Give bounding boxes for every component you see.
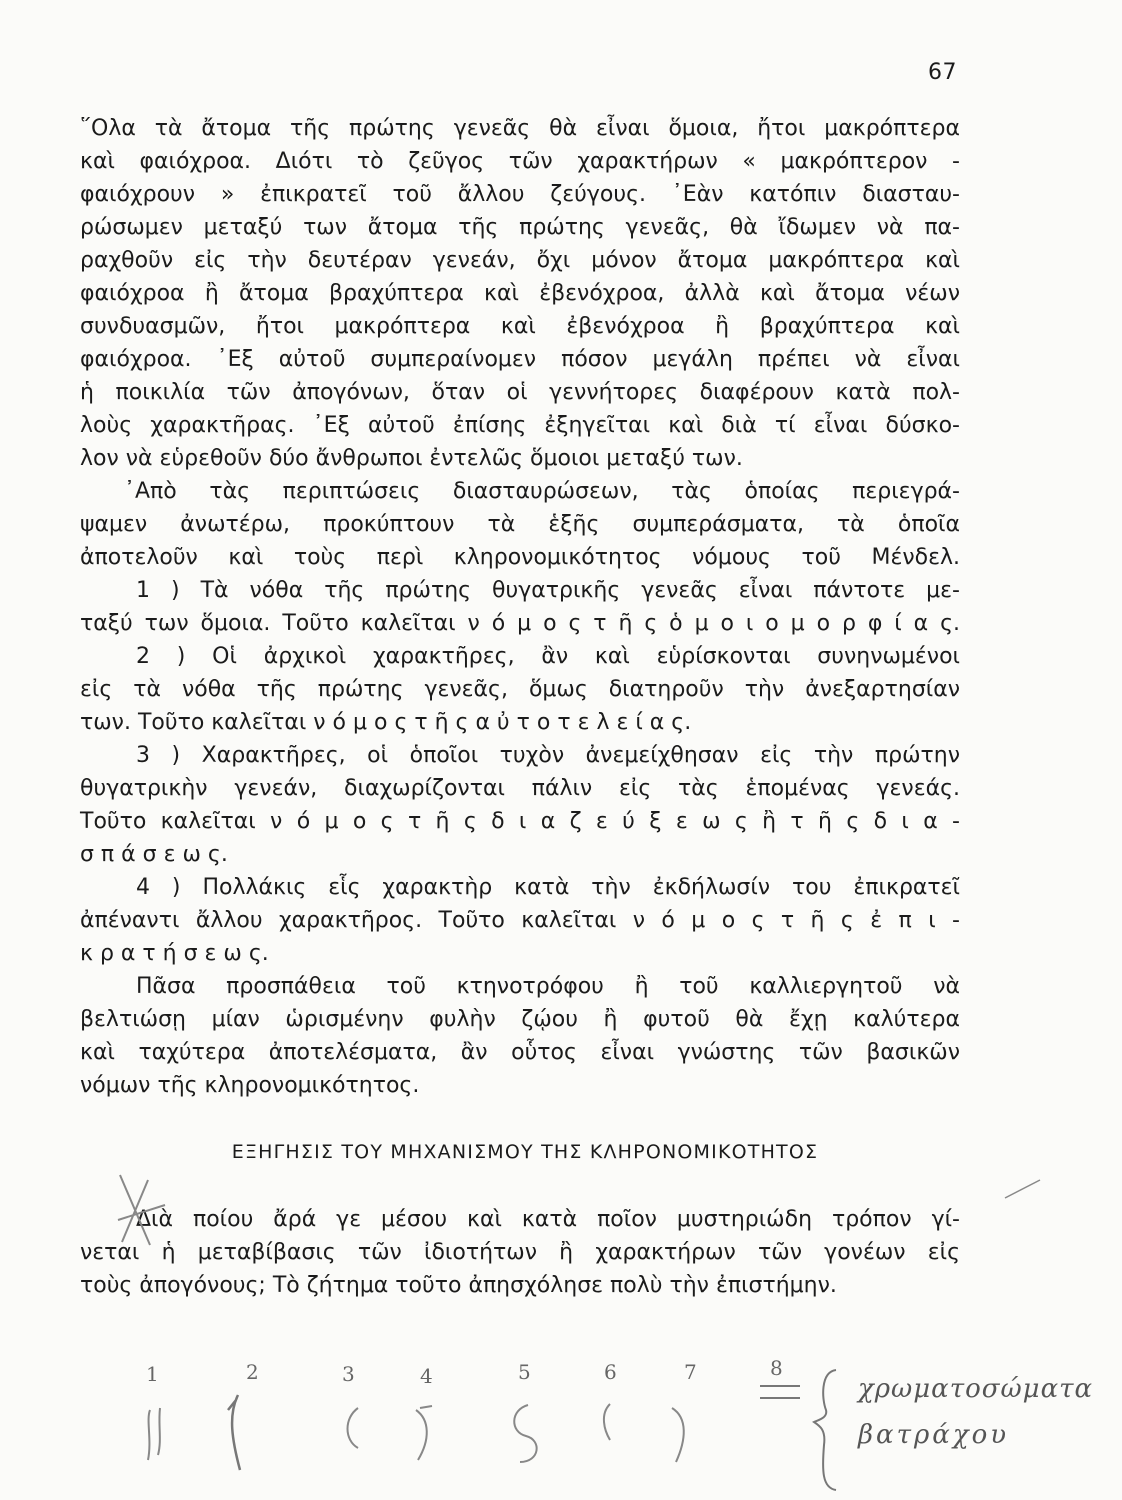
chromosome-sketch-7	[672, 1408, 684, 1462]
spacer	[80, 1169, 960, 1203]
text-line: ἡ ποικιλία τῶν ἀπογόνων, ὅταν οἱ γεννήτορες διαφέρουν κατὰ πολ-	[80, 380, 960, 405]
chromosome-sketch-5	[514, 1405, 536, 1462]
text-line: λοὺς χαρακτῆρας. ᾿Εξ αὐτοῦ ἐπίσης ἐξηγεῖται καὶ διὰ τί εἶναι δύσκο-	[80, 413, 960, 438]
dash-mark	[1005, 1180, 1040, 1198]
text-line: 4 ) Πολλάκις εἷς χαρακτὴρ κατὰ τὴν ἐκδήλωσίν του ἐπικρατεῖ	[136, 875, 960, 900]
text-line: ραχθοῦν εἰς τὴν δευτέραν γενεάν, ὄχι μόνον ἄτομα μακρόπτερα καὶ	[80, 248, 960, 273]
text-line: νόμων τῆς κληρονομικότητος.	[80, 1073, 420, 1098]
text-line: 3 ) Χαρακτῆρες, οἱ ὁποῖοι τυχὸν ἀνεμείχθησαν εἰς τὴν πρώτην	[136, 743, 960, 768]
law-2	[80, 640, 960, 739]
chromosome-sketch-6	[604, 1404, 610, 1440]
equals-mark	[760, 1386, 800, 1398]
handwritten-digit: 1	[146, 1362, 159, 1386]
handwritten-digit: 6	[604, 1360, 617, 1384]
chromosome-sketch-3	[348, 1408, 359, 1448]
law-4	[80, 871, 960, 970]
paragraph-1	[80, 112, 960, 475]
page-number: 67	[928, 60, 957, 85]
handwritten-digit: 4	[420, 1364, 433, 1388]
text-line: 1 ) Τὰ νόθα τῆς πρώτης θυγατρικῆς γενεᾶς εἶναι πάντοτε με-	[136, 578, 960, 603]
chromosome-sketch-4	[416, 1406, 432, 1460]
text-line: εἰς τὰ νόθα τῆς πρώτης γενεᾶς, ὅμως διατηροῦν τὴν ἀνεξαρτησίαν	[80, 677, 960, 702]
law-3	[80, 739, 960, 871]
handwritten-digit: 2	[246, 1360, 259, 1384]
text-line: ᾿Απὸ τὰς περιπτώσεις διασταυρώσεων, τὰς ὁποίας περιεγρά-	[124, 479, 960, 504]
text-line: Διὰ ποίου ἄρά γε μέσου καὶ κατὰ ποῖον μυστηριώδη τρόπον γί-	[136, 1207, 960, 1232]
law-1	[80, 574, 960, 640]
handwritten-digit: 3	[342, 1362, 355, 1386]
handwritten-label-frog: βατράχου	[858, 1420, 1010, 1450]
handwritten-label-chromosomes: χρωματοσώματα	[858, 1374, 1094, 1404]
text-line: των. Τοῦτο καλεῖται ν ό μ ο ς τ ῆ ς α ὐ τ ο τ ε λ ε ί α ς.	[80, 710, 692, 735]
body-text	[80, 112, 960, 1302]
text-line: ἀπέναντι ἄλλου χαρακτῆρος. Τοῦτο καλεῖται ν ό μ ο ς τ ῆ ς ἐ π ι -	[80, 908, 960, 933]
text-line: φαιόχροα. ᾿Εξ αὐτοῦ συμπεραίνομεν πόσον μεγάλη πρέπει νὰ εἶναι	[80, 347, 960, 372]
text-line: συνδυασμῶν, ἤτοι μακρόπτερα καὶ ἐβενόχροα ἢ βραχύπτερα καὶ	[80, 314, 960, 339]
text-line: ἀποτελοῦν καὶ τοὺς περὶ κληρονομικότητος νόμους τοῦ Μένδελ.	[80, 545, 960, 570]
text-line: φαιόχροα ἢ ἄτομα βραχύπτερα καὶ ἐβενόχροα, ἀλλὰ καὶ ἄτομα νέων	[80, 281, 960, 306]
text-line: βελτιώσῃ μίαν ὡρισμένην φυλὴν ζῴου ἢ φυτοῦ θὰ ἔχῃ καλύτερα	[80, 1007, 960, 1032]
text-line: 2 ) Οἱ ἀρχικοὶ χαρακτῆρες, ἂν καὶ εὑρίσκονται συνηνωμένοι	[136, 644, 960, 669]
text-line: σ π ά σ ε ω ς.	[80, 842, 228, 867]
text-line: ψαμεν ἀνωτέρω, προκύπτουν τὰ ἑξῆς συμπεράσματα, τὰ ὁποῖα	[80, 512, 960, 537]
text-line: καὶ ταχύτερα ἀποτελέσματα, ἂν οὗτος εἶναι γνώστης τῶν βασικῶν	[80, 1040, 960, 1065]
spacer	[80, 1102, 960, 1136]
text-line: Πᾶσα προσπάθεια τοῦ κτηνοτρόφου ἢ τοῦ καλλιεργητοῦ νὰ	[136, 974, 960, 999]
handwritten-digit: 7	[684, 1360, 697, 1384]
text-line: ῞Ολα τὰ ἄτομα τῆς πρώτης γενεᾶς θὰ εἶναι ὅμοια, ἤτοι μακρόπτερα	[80, 116, 960, 141]
text-line: θυγατρικὴν γενεάν, διαχωρίζονται πάλιν εἰς τὰς ἑπομένας γενεάς.	[80, 776, 960, 801]
paragraph-3	[80, 970, 960, 1102]
chromosome-sketch-1	[148, 1408, 160, 1460]
handwritten-digit: 8	[770, 1356, 783, 1380]
text-line: ρώσωμεν μεταξύ των ἄτομα τῆς πρώτης γενεᾶς, θὰ ἴδωμεν νὰ πα-	[80, 215, 960, 240]
handwritten-digit: 5	[518, 1360, 531, 1384]
text-line: ταξύ των ὅμοια. Τοῦτο καλεῖται ν ό μ ο ς τ ῆ ς ὁ μ ο ι ο μ ο ρ φ ί α ς.	[80, 611, 960, 636]
paragraph-2	[80, 475, 960, 574]
text-line: καὶ φαιόχροα. Διότι τὸ ζεῦγος τῶν χαρακτήρων « μακρόπτερον -	[80, 149, 960, 174]
paragraph-4	[80, 1203, 960, 1302]
brace-mark	[814, 1370, 836, 1490]
section-heading: ΕΞΗΓΗΣΙΣ ΤΟΥ ΜΗΧΑΝΙΣΜΟΥ ΤΗΣ ΚΛΗΡΟΝΟΜΙΚΟΤΗΤΟΣ	[231, 1141, 819, 1163]
text-line: φαιόχρουν » ἐπικρατεῖ τοῦ ἄλλου ζεύγους. ᾿Εὰν κατόπιν διασταυ-	[80, 182, 960, 207]
text-line: τοὺς ἀπογόνους; Τὸ ζήτημα τοῦτο ἀπησχόλησε πολὺ τὴν ἐπιστήμην.	[80, 1273, 837, 1298]
text-line: νεται ἡ μεταβίβασις τῶν ἰδιοτήτων ἢ χαρακτήρων τῶν γονέων εἰς	[80, 1240, 960, 1265]
text-line: Τοῦτο καλεῖται ν ό μ ο ς τ ῆ ς δ ι α ζ ε ύ ξ ε ω ς ἢ τ ῆ ς δ ι α -	[80, 809, 960, 834]
text-line: λον νὰ εὑρεθοῦν δύο ἄνθρωποι ἐντελῶς ὅμοιοι μεταξύ των.	[80, 446, 743, 471]
chromosome-sketch-2	[228, 1395, 240, 1470]
text-line: κ ρ α τ ή σ ε ω ς.	[80, 941, 269, 966]
